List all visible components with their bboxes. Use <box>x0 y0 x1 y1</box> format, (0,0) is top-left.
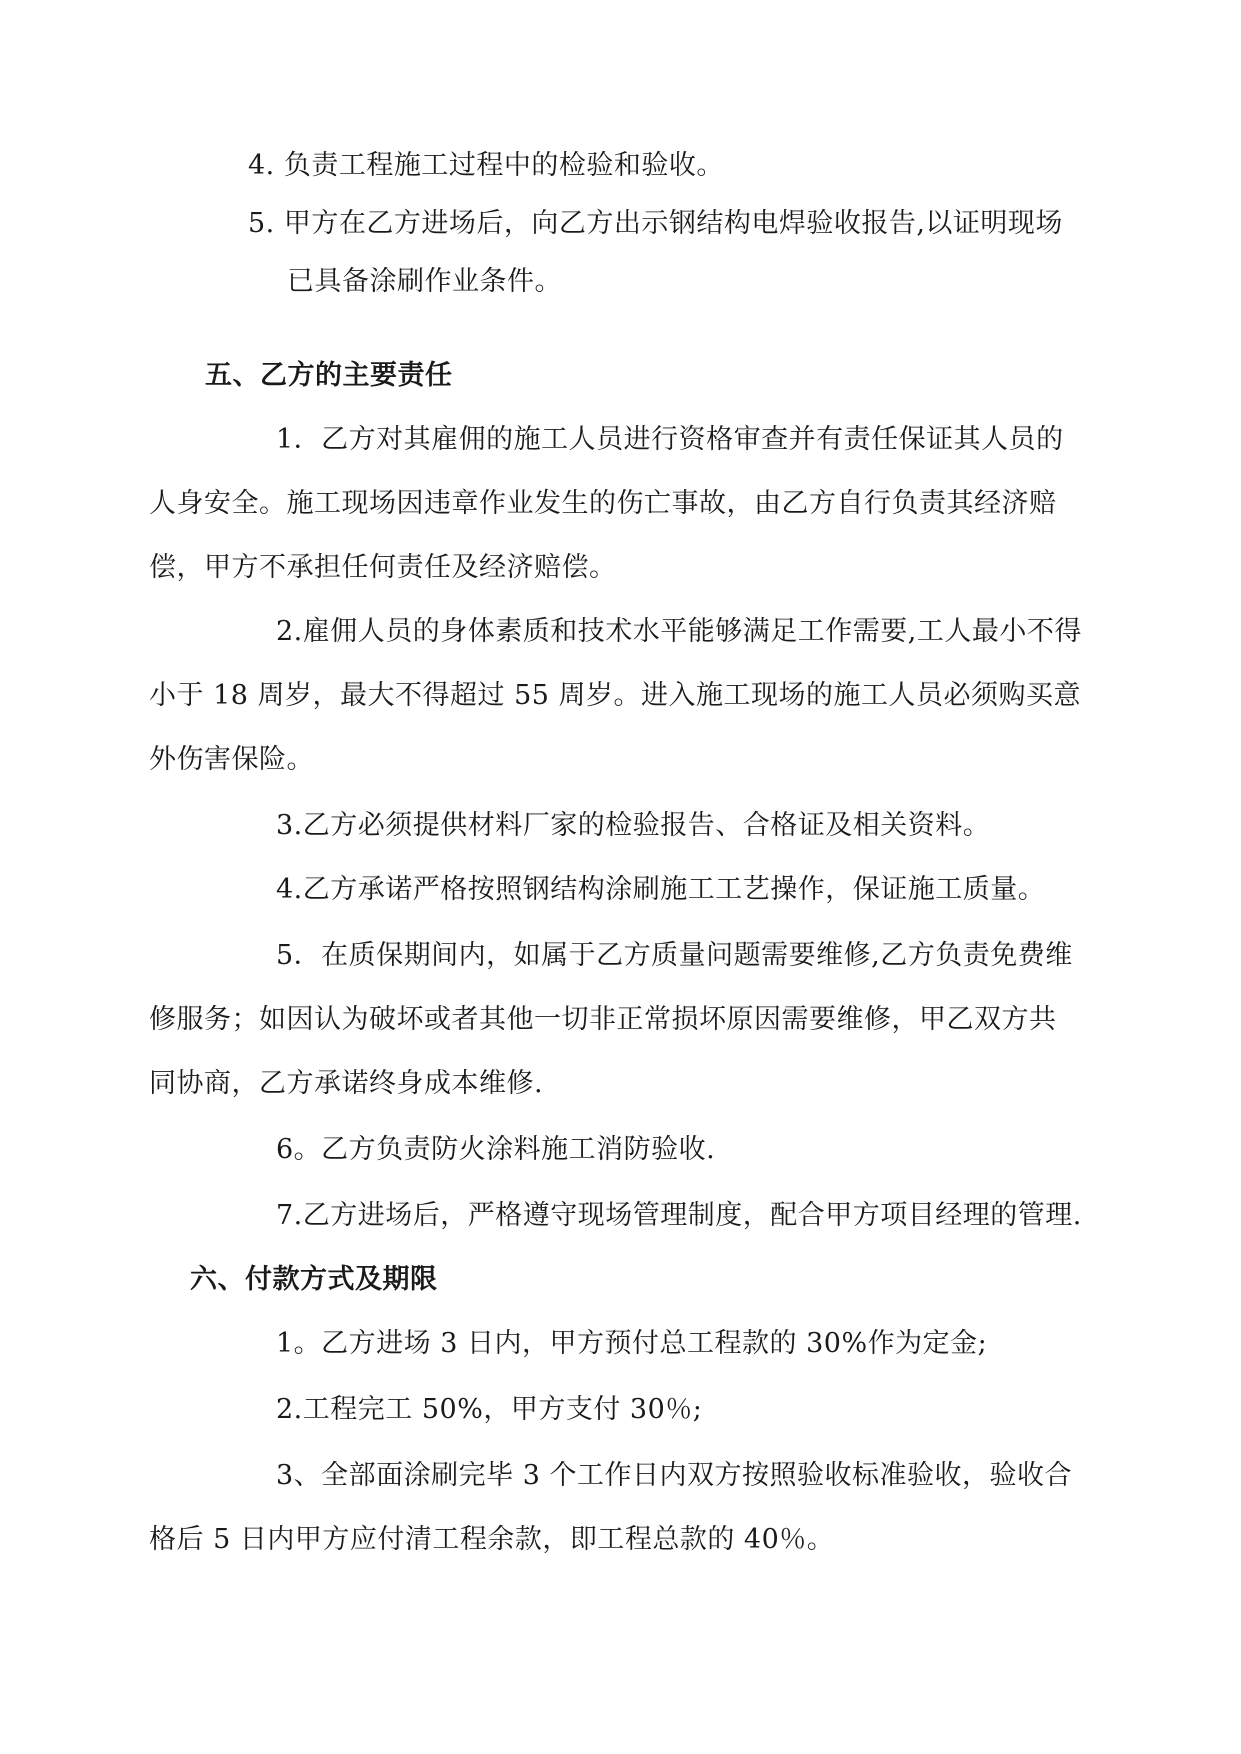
party-b-item-5-line-2: 修服务；如因认为破坏或者其他一切非正常损坏原因需要维修，甲乙双方共 <box>149 1004 1057 1035</box>
party-b-item-7: 7.乙方进场后，严格遵守现场管理制度，配合甲方项目经理的管理. <box>276 1200 1082 1231</box>
party-b-item-5-line-3: 同协商，乙方承诺终身成本维修. <box>149 1068 544 1099</box>
party-b-item-2-line-2: 小于 18 周岁，最大不得超过 55 周岁。进入施工现场的施工人员必须购买意 <box>149 680 1082 711</box>
party-b-item-2-line-3: 外伤害保险。 <box>149 744 314 775</box>
responsibility-item-5-line-1: 5. 甲方在乙方进场后，向乙方出示钢结构电焊验收报告,以证明现场 <box>248 208 1063 239</box>
party-b-item-1-line-2: 人身安全。施工现场因违章作业发生的伤亡事故，由乙方自行负责其经济赔 <box>149 488 1057 519</box>
payment-item-3-line-2: 格后 5 日内甲方应付清工程余款，即工程总款的 40％。 <box>149 1524 835 1555</box>
responsibility-item-4: 4. 负责工程施工过程中的检验和验收。 <box>248 150 724 181</box>
payment-item-2: 2.工程完工 50%，甲方支付 30％; <box>276 1394 703 1425</box>
party-b-item-3: 3.乙方必须提供材料厂家的检验报告、合格证及相关资料。 <box>276 810 991 841</box>
payment-item-1: 1。乙方进场 3 日内，甲方预付总工程款的 30%作为定金; <box>276 1328 988 1359</box>
party-b-item-4: 4.乙方承诺严格按照钢结构涂刷施工工艺操作，保证施工质量。 <box>276 874 1046 905</box>
responsibility-item-5-line-2: 已具备涂刷作业条件。 <box>287 266 562 297</box>
party-b-item-1-line-3: 偿，甲方不承担任何责任及经济赔偿。 <box>149 552 617 583</box>
party-b-item-2-line-1: 2.雇佣人员的身体素质和技术水平能够满足工作需要,工人最小不得 <box>276 616 1082 647</box>
section-five-heading: 五、乙方的主要责任 <box>205 360 453 391</box>
section-six-heading: 六、付款方式及期限 <box>190 1264 438 1295</box>
party-b-item-1-line-1: 1．乙方对其雇佣的施工人员进行资格审查并有责任保证其人员的 <box>276 424 1064 455</box>
party-b-item-6: 6。乙方负责防火涂料施工消防验收. <box>276 1134 716 1165</box>
party-b-item-5-line-1: 5．在质保期间内，如属于乙方质量问题需要维修,乙方负责免费维 <box>276 940 1073 971</box>
payment-item-3-line-1: 3、全部面涂刷完毕 3 个工作日内双方按照验收标准验收，验收合 <box>276 1460 1073 1491</box>
